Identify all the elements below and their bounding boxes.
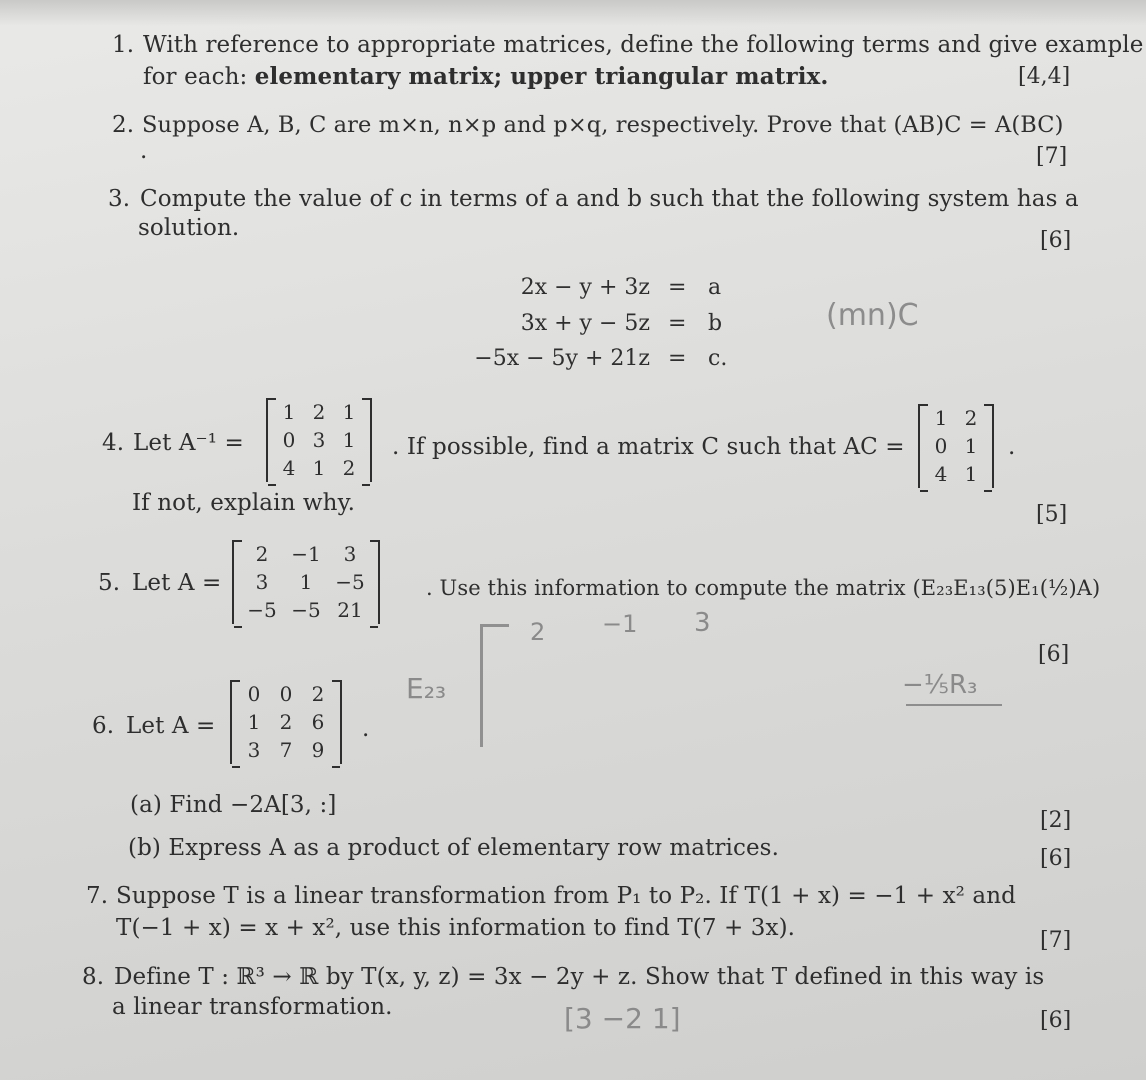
matrix-entry: 21 [337, 598, 363, 622]
q7-number: 7. [86, 883, 109, 909]
handwritten-bracket [480, 624, 509, 747]
q7-line2: T(−1 + x) = x + x², use this information to find T(7 + 3x). [116, 915, 796, 941]
q4-middle-text: . If possible, find a matrix C such that AC = [392, 434, 905, 460]
system-rhs-2: b [708, 311, 723, 336]
system-rhs-1: a [708, 275, 722, 300]
q6-end: . [362, 716, 370, 742]
matrix-entry: 1 [964, 434, 978, 458]
system-eq-1: = [668, 275, 687, 300]
q3-marks: [6] [1040, 228, 1072, 253]
matrix-entry: 2 [342, 456, 356, 480]
matrix-entry: 0 [279, 682, 293, 706]
handwritten-mnc-note: (mn)C [826, 298, 919, 333]
matrix-entry: 3 [312, 428, 326, 452]
matrix-entry: 7 [279, 738, 293, 762]
matrix-entry: 9 [311, 738, 325, 762]
q6-number: 6. [92, 713, 115, 739]
handwritten-bottom-vector: [3 −2 1] [564, 1002, 681, 1035]
q7-line1: Suppose T is a linear transformation from P₁ to P₂. If T(1 + x) = −1 + x² and [116, 883, 1016, 909]
matrix-entry: −5 [247, 598, 277, 622]
q1-line2-lead: for each: [143, 64, 255, 90]
page-top-shadow [0, 0, 1146, 26]
matrix-entry: 2 [964, 406, 978, 430]
q4-ainv-matrix [266, 398, 372, 482]
matrix-entry: 1 [964, 462, 978, 486]
matrix-entry: 2 [311, 682, 325, 706]
matrix-entry: 4 [934, 462, 948, 486]
q3-number: 3. [108, 186, 131, 212]
q8-line2: a linear transformation. [112, 994, 393, 1020]
q6-lead: Let A = [126, 713, 216, 739]
matrix-entry: 3 [247, 738, 261, 762]
q5-number: 5. [98, 570, 121, 596]
q1-line2 [143, 63, 828, 90]
q2-dot: . [140, 138, 148, 164]
handwritten-value: 2 [530, 618, 546, 646]
q5-text: . Use this information to compute the matrix (E₂₃E₁₃(5)E₁(½)A) [426, 576, 1101, 600]
q2-number: 2. [112, 112, 135, 138]
matrix-entry: −5 [335, 570, 365, 594]
handwritten-arrow-line [906, 704, 1002, 706]
matrix-entry: −1 [291, 542, 321, 566]
handwritten-value: 3 [694, 608, 711, 638]
matrix-entry: 1 [247, 710, 261, 734]
matrix-entry: 1 [342, 400, 356, 424]
q4-end: . [1008, 434, 1016, 460]
q4-line2: If not, explain why. [132, 490, 356, 516]
matrix-entry: 3 [343, 542, 357, 566]
matrix-entry: 1 [934, 406, 948, 430]
q5-a-matrix [232, 540, 380, 624]
q6-a-matrix [230, 680, 342, 764]
q8-marks: [6] [1040, 1008, 1072, 1033]
q4-marks: [5] [1036, 502, 1068, 527]
q1-number: 1. [112, 32, 135, 58]
matrix-entry: 1 [299, 570, 313, 594]
q1-terms: elementary matrix; upper triangular matrix. [254, 63, 829, 90]
handwritten-e23: E₂₃ [406, 672, 447, 705]
matrix-entry: 0 [282, 428, 296, 452]
matrix-entry: 2 [255, 542, 269, 566]
matrix-entry: 2 [312, 400, 326, 424]
matrix-entry: 0 [934, 434, 948, 458]
q8-line1: Define T : ℝ³ → ℝ by T(x, y, z) = 3x − 2y + z. Show that T defined in this way is [114, 964, 1045, 990]
q2-marks: [7] [1036, 144, 1068, 169]
system-lhs-3: −5x − 5y + 21z [474, 346, 650, 371]
system-lhs-1: 2x − y + 3z [520, 275, 650, 300]
matrix-entry: 2 [279, 710, 293, 734]
matrix-entry: 1 [282, 400, 296, 424]
matrix-entry: 0 [247, 682, 261, 706]
q7-marks: [7] [1040, 928, 1072, 953]
matrix-entry: 4 [282, 456, 296, 480]
q4-ac-matrix [918, 404, 994, 488]
q5-marks: [6] [1038, 642, 1070, 667]
q6-part-b-marks: [6] [1040, 846, 1072, 871]
q3-line2: solution. [138, 215, 240, 241]
q5-lead: Let A = [132, 570, 222, 596]
handwritten-r3-op: −⅕R₃ [902, 670, 978, 700]
system-lhs-2: 3x + y − 5z [520, 311, 650, 336]
q4-lead: Let A⁻¹ = [133, 430, 244, 456]
system-eq-3: = [668, 346, 687, 371]
system-rhs-3: c. [708, 346, 728, 371]
matrix-entry: 3 [255, 570, 269, 594]
system-eq-2: = [668, 311, 687, 336]
handwritten-value: −1 [602, 610, 638, 638]
q1-marks: [4,4] [1018, 64, 1071, 89]
q3-line1: Compute the value of c in terms of a and b such that the following system has a [140, 186, 1079, 212]
matrix-entry: 1 [342, 428, 356, 452]
q4-number: 4. [102, 430, 125, 456]
q8-number: 8. [82, 964, 105, 990]
q2-text: Suppose A, B, C are m×n, n×p and p×q, respectively. Prove that (AB)C = A(BC) [142, 112, 1064, 138]
matrix-entry: 6 [311, 710, 325, 734]
q6-part-a-marks: [2] [1040, 808, 1072, 833]
matrix-entry: −5 [291, 598, 321, 622]
q6-part-a: (a) Find −2A[3, :] [130, 792, 337, 818]
q6-part-b: (b) Express A as a product of elementary row matrices. [128, 835, 779, 861]
matrix-entry: 1 [312, 456, 326, 480]
q1-line1: With reference to appropriate matrices, define the following terms and give example [143, 32, 1144, 58]
